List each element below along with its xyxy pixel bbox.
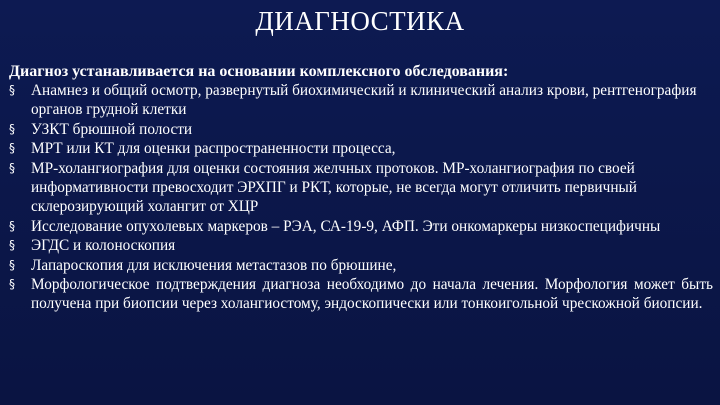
bullet-icon: §	[9, 238, 15, 253]
list-item	[9, 236, 713, 255]
bullet-icon: §	[9, 218, 15, 233]
list-item-text: МР-холангиография для оценки состояния желчных протоков. МР-холангиография по своей информативности превосходит ЭРХПГ и РКТ, которые, не всегда могут отличить первичный склерозирующий холангит от ХЦР	[31, 159, 637, 216]
lead-text: Диагноз устанавливается на основании комплексного обследования:	[9, 63, 509, 80]
list-item-text: Лапароскопия для исключения метастазов по брюшине,	[31, 256, 397, 274]
list-item-text: ЭГДС и колоноскопия	[31, 237, 176, 255]
bullet-icon: §	[9, 83, 15, 97]
bullet-icon: §	[9, 141, 15, 156]
list-item	[9, 159, 713, 217]
list-item	[9, 139, 713, 158]
bullet-icon: §	[9, 160, 15, 175]
slide-title: ДИАГНОСТИКА	[255, 6, 465, 36]
list-item-text: Исследование опухолевых маркеров – РЭА, СА-19-9, АФП. Эти онкомаркеры низкоспецифичны	[31, 217, 661, 235]
list-item	[9, 275, 713, 314]
bullet-icon: §	[9, 277, 15, 292]
list-item-text: УЗКТ брюшной полости	[31, 120, 193, 138]
list-item-text: МРТ или КТ для оценки распространенности процесса,	[31, 140, 396, 158]
list-item	[9, 120, 713, 139]
diagnostics-list	[9, 81, 713, 314]
bullet-icon: §	[9, 257, 15, 272]
list-item	[9, 217, 713, 236]
bullet-icon: §	[9, 121, 15, 136]
list-item	[9, 81, 713, 120]
list-item-text: Анамнез и общий осмотр, развернутый биохимический и клинический анализ крови, рентгенография органов грудной клетки	[31, 82, 697, 119]
list-item-text: Морфологическое подтверждения диагноза необходимо до начала лечения. Морфология может быть получена при биопсии через холангиостому, эндоскопически или тонкоигольной чрескожной биопсии.	[31, 276, 713, 313]
list-item	[9, 256, 713, 275]
